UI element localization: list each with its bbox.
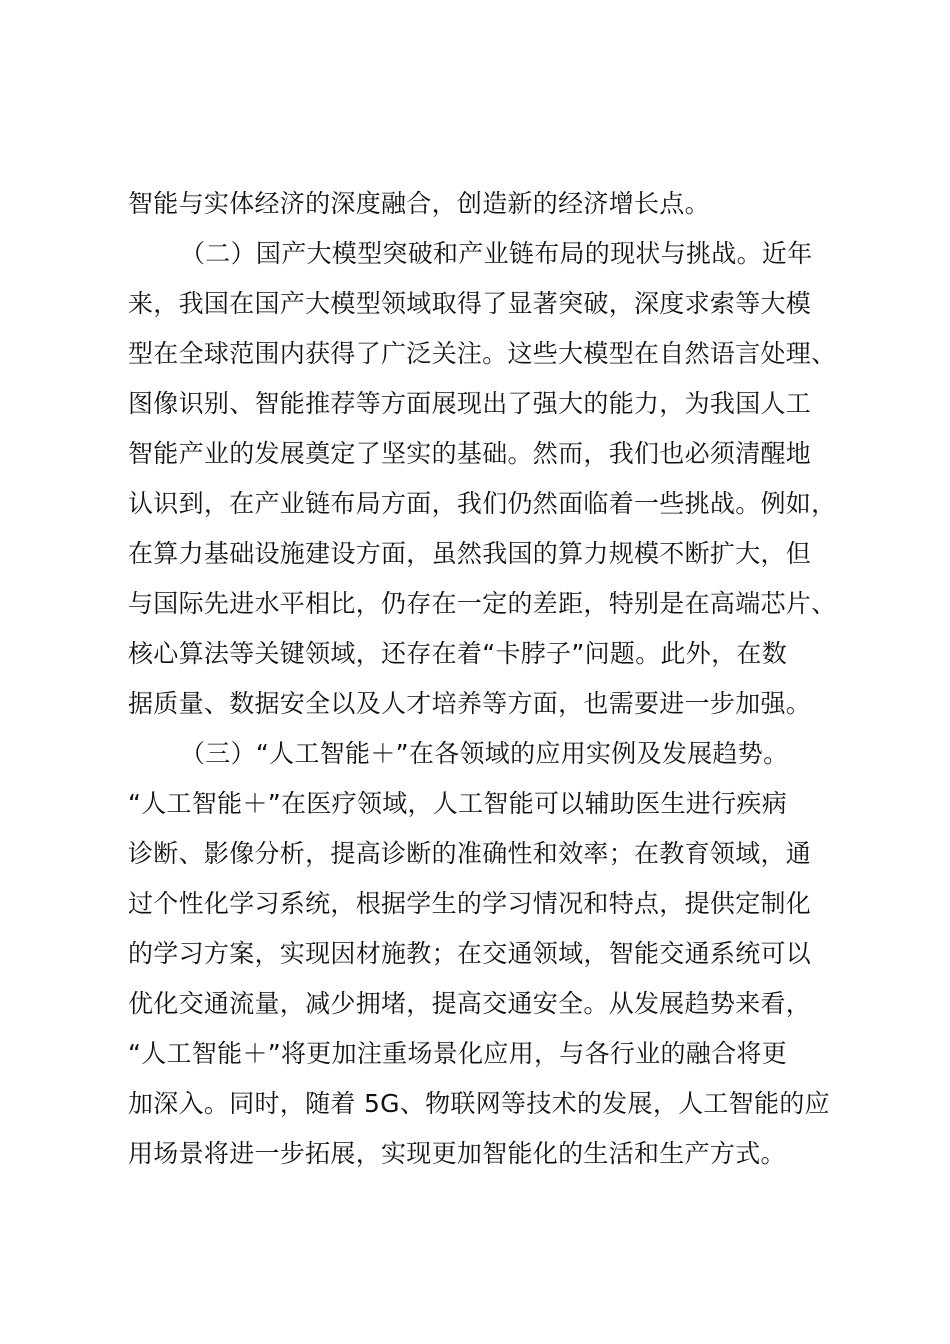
text-line: 过个性化学习系统，根据学生的学习情况和特点，提供定制化 — [128, 889, 812, 918]
section-heading-line: （三）“人工智能＋”在各领域的应用实例及发展趋势。 — [180, 739, 789, 768]
text-line: “人工智能＋”在医疗领域，人工智能可以辅助医生进行疾病 — [128, 789, 788, 818]
text-line: 优化交通流量，减少拥堵，提高交通安全。从发展趋势来看， — [128, 989, 812, 1018]
text-line: 与国际先进水平相比，仍存在一定的差距，特别是在高端芯片、 — [128, 589, 837, 618]
text-line: 智能与实体经济的深度融合，创造新的经济增长点。 — [128, 189, 710, 218]
text-line: 用场景将进一步拓展，实现更加智能化的生活和生产方式。 — [128, 1139, 786, 1168]
body-text — [128, 179, 848, 1179]
text-line: 智能产业的发展奠定了坚实的基础。然而，我们也必须清醒地 — [128, 439, 812, 468]
text-line: 加深入。同时，随着 5G、物联网等技术的发展，人工智能的应 — [128, 1089, 830, 1118]
text-line: 在算力基础设施建设方面，虽然我国的算力规模不断扩大，但 — [128, 539, 812, 568]
text-line: “人工智能＋”将更加注重场景化应用，与各行业的融合将更 — [128, 1039, 788, 1068]
text-line: 诊断、影像分析，提高诊断的准确性和效率；在教育领域，通 — [128, 839, 812, 868]
text-line: 的学习方案，实现因材施教；在交通领域，智能交通系统可以 — [128, 939, 812, 968]
text-line: 型在全球范围内获得了广泛关注。这些大模型在自然语言处理、 — [128, 339, 837, 368]
text-line: 来，我国在国产大模型领域取得了显著突破，深度求索等大模 — [128, 289, 812, 318]
section-heading-line: （二）国产大模型突破和产业链布局的现状与挑战。近年 — [180, 239, 813, 268]
text-line: 认识到，在产业链布局方面，我们仍然面临着一些挑战。例如， — [128, 489, 837, 518]
text-line: 图像识别、智能推荐等方面展现出了强大的能力，为我国人工 — [128, 389, 812, 418]
text-line: 核心算法等关键领域，还存在着“卡脖子”问题。此外，在数 — [128, 639, 788, 668]
text-line: 据质量、数据安全以及人才培养等方面，也需要进一步加强。 — [128, 689, 812, 718]
